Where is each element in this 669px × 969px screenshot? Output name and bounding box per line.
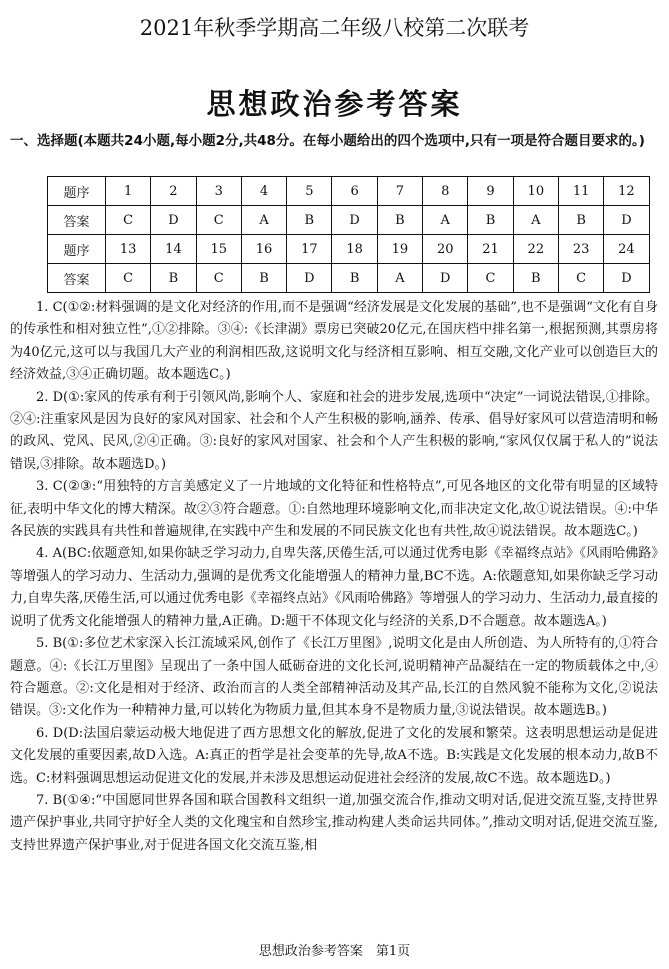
answer-cell: B — [151, 264, 196, 293]
question-number: 17 — [287, 235, 332, 264]
answer-cell: A — [513, 206, 558, 235]
question-number: 20 — [423, 235, 468, 264]
question-number: 12 — [604, 177, 649, 206]
row-label: 题序 — [48, 235, 106, 264]
answer-explanations — [10, 297, 658, 857]
table-row — [48, 264, 650, 293]
section-intro: 一、选择题(本题共24小题,每小题2分,共48分。在每小题给出的四个选项中,只有一项是符合题目要求的。) — [10, 133, 645, 149]
question-number: 13 — [106, 235, 151, 264]
explanation-item: 2. D(①:家风的传承有利于引领风尚,影响个人、家庭和社会的进步发展,选项中“决定”一词说法错误,①排除。②④:注重家风是因为良好的家风对国家、社会和个人产生积极的影响,涵养、传承、倡导好家风可以营造清明和畅的政风、党风、民风,②④正确。③:良好的家风对国家、社会和个人产生积极的影响,“家风仅仅属于私人的”说法错误,③排除。故本题选D。) — [10, 389, 658, 472]
answer-cell: B — [513, 264, 558, 293]
answer-cell: D — [151, 206, 196, 235]
table-row — [48, 235, 650, 264]
answer-cell: D — [287, 264, 332, 293]
question-number: 21 — [468, 235, 513, 264]
explanation-item: 6. D(D:法国启蒙运动极大地促进了西方思想文化的解放,促进了文化的发展和繁荣。这表明思想运动是促进文化发展的重要因素,故D入选。A:真正的哲学是社会变革的先导,故A不选。B:实践是文化发展的根本动力,故B不选。C:材料强调思想运动促进文化的发展,并未涉及思想运动促进社会经济的发展,故C不选。故本题选D。) — [10, 725, 658, 786]
exam-header: 2021年秋季学期高二年级八校第二次联考 — [139, 16, 530, 40]
question-number: 24 — [604, 235, 649, 264]
explanation-item: 5. B(①:多位艺术家深入长江流域采风,创作了《长江万里图》,说明文化是由人所创造、为人所特有的,①符合题意。④:《长江万里图》呈现出了一条中国人砥砺奋进的文化长河,说明精神产品凝结在一定的物质载体之中,④符合题意。②:文化是相对于经济、政治而言的人类全部精神活动及其产品,长江的自然风貌不能称为文化,②说法错误。③:文化作为一种精神力量,可以转化为物质力量,但其本身不是物质力量,③说法错误。故本题选B。) — [10, 636, 658, 719]
question-number: 18 — [332, 235, 377, 264]
table-row — [48, 177, 650, 206]
answer-cell: C — [558, 264, 603, 293]
question-number: 23 — [558, 235, 603, 264]
answer-cell: C — [106, 264, 151, 293]
answer-cell: C — [196, 264, 241, 293]
row-label: 答案 — [48, 264, 106, 293]
row-label: 答案 — [48, 206, 106, 235]
question-number: 14 — [151, 235, 196, 264]
question-number: 2 — [151, 177, 196, 206]
answer-cell: A — [423, 206, 468, 235]
question-number: 16 — [241, 235, 286, 264]
row-label: 题序 — [48, 177, 106, 206]
answer-cell: D — [423, 264, 468, 293]
answer-cell: D — [332, 206, 377, 235]
question-number: 6 — [332, 177, 377, 206]
answer-cell: B — [377, 206, 422, 235]
question-number: 3 — [196, 177, 241, 206]
answer-cell: B — [468, 206, 513, 235]
question-number: 22 — [513, 235, 558, 264]
answer-cell: D — [604, 264, 649, 293]
table-row — [48, 206, 650, 235]
answer-table — [47, 176, 650, 293]
question-number: 8 — [423, 177, 468, 206]
answer-cell: B — [558, 206, 603, 235]
question-number: 5 — [287, 177, 332, 206]
document-title: 思想政治参考答案 — [206, 87, 463, 121]
answer-cell: B — [332, 264, 377, 293]
question-number: 4 — [241, 177, 286, 206]
question-number: 7 — [377, 177, 422, 206]
question-number: 15 — [196, 235, 241, 264]
explanation-item: 7. B(①④:“中国愿同世界各国和联合国教科文组织一道,加强交流合作,推动文明对话,促进交流互鉴,支持世界遗产保护事业,共同守护好全人类的文化瑰宝和自然珍宝,推动构建人类命运共同体。”,推动文明对话,促进交流互鉴,支持世界遗产保护事业,对于促进各国文化交流互鉴,相 — [10, 792, 658, 853]
answer-cell: A — [241, 206, 286, 235]
answer-cell: B — [241, 264, 286, 293]
explanation-item: 4. A(BC:依题意知,如果你缺乏学习动力,自卑失落,厌倦生活,可以通过优秀电影《幸福终点站》《风雨哈佛路》等增强人的学习动力、生活动力,强调的是优秀文化能增强人的精神力量,BC不选。A:依题意知,如果你缺乏学习动力,自卑失落,厌倦生活,可以通过优秀电影《幸福终点站》《风雨哈佛路》等增强人的学习动力、生活动力,最直接的说明了优秀文化能增强人的精神力量,A正确。D:题干不体现文化与经济的关系,D不合题意。故本题选A。) — [10, 546, 658, 629]
question-number: 11 — [558, 177, 603, 206]
answer-cell: C — [196, 206, 241, 235]
answer-cell: A — [377, 264, 422, 293]
answer-cell: D — [604, 206, 649, 235]
question-number: 10 — [513, 177, 558, 206]
question-number: 19 — [377, 235, 422, 264]
page-footer: 思想政治参考答案 第1页 — [258, 944, 411, 959]
explanation-item: 1. C(①②:材料强调的是文化对经济的作用,而不是强调“经济发展是文化发展的基础”,也不是强调“文化有自身的传承性和相对独立性”,①②排除。③④:《长津湖》票房已突破20亿元,在国庆档中排名第一,根据预测,其票房将为40亿元,这可以与我国几大产业的利润相匹敌,这说明文化与经济相互影响、相互交融,文化产业可以创造巨大的经济效益,③④正确切题。故本题选C。) — [10, 300, 658, 383]
question-number: 1 — [106, 177, 151, 206]
answer-cell: C — [468, 264, 513, 293]
question-number: 9 — [468, 177, 513, 206]
answer-cell: C — [106, 206, 151, 235]
explanation-item: 3. C(②③:“用独特的方言美感定义了一片地域的文化特征和性格特点”,可见各地区的文化带有明显的区域特征,表明中华文化的博大精深。故②③符合题意。①:自然地理环境影响文化,而非决定文化,故①说法错误。④:中华各民族的实践具有共性和普遍规律,在实践中产生和发展的不同民族文化也有共性,故④说法错误。故本题选C。) — [10, 479, 658, 540]
answer-cell: B — [287, 206, 332, 235]
